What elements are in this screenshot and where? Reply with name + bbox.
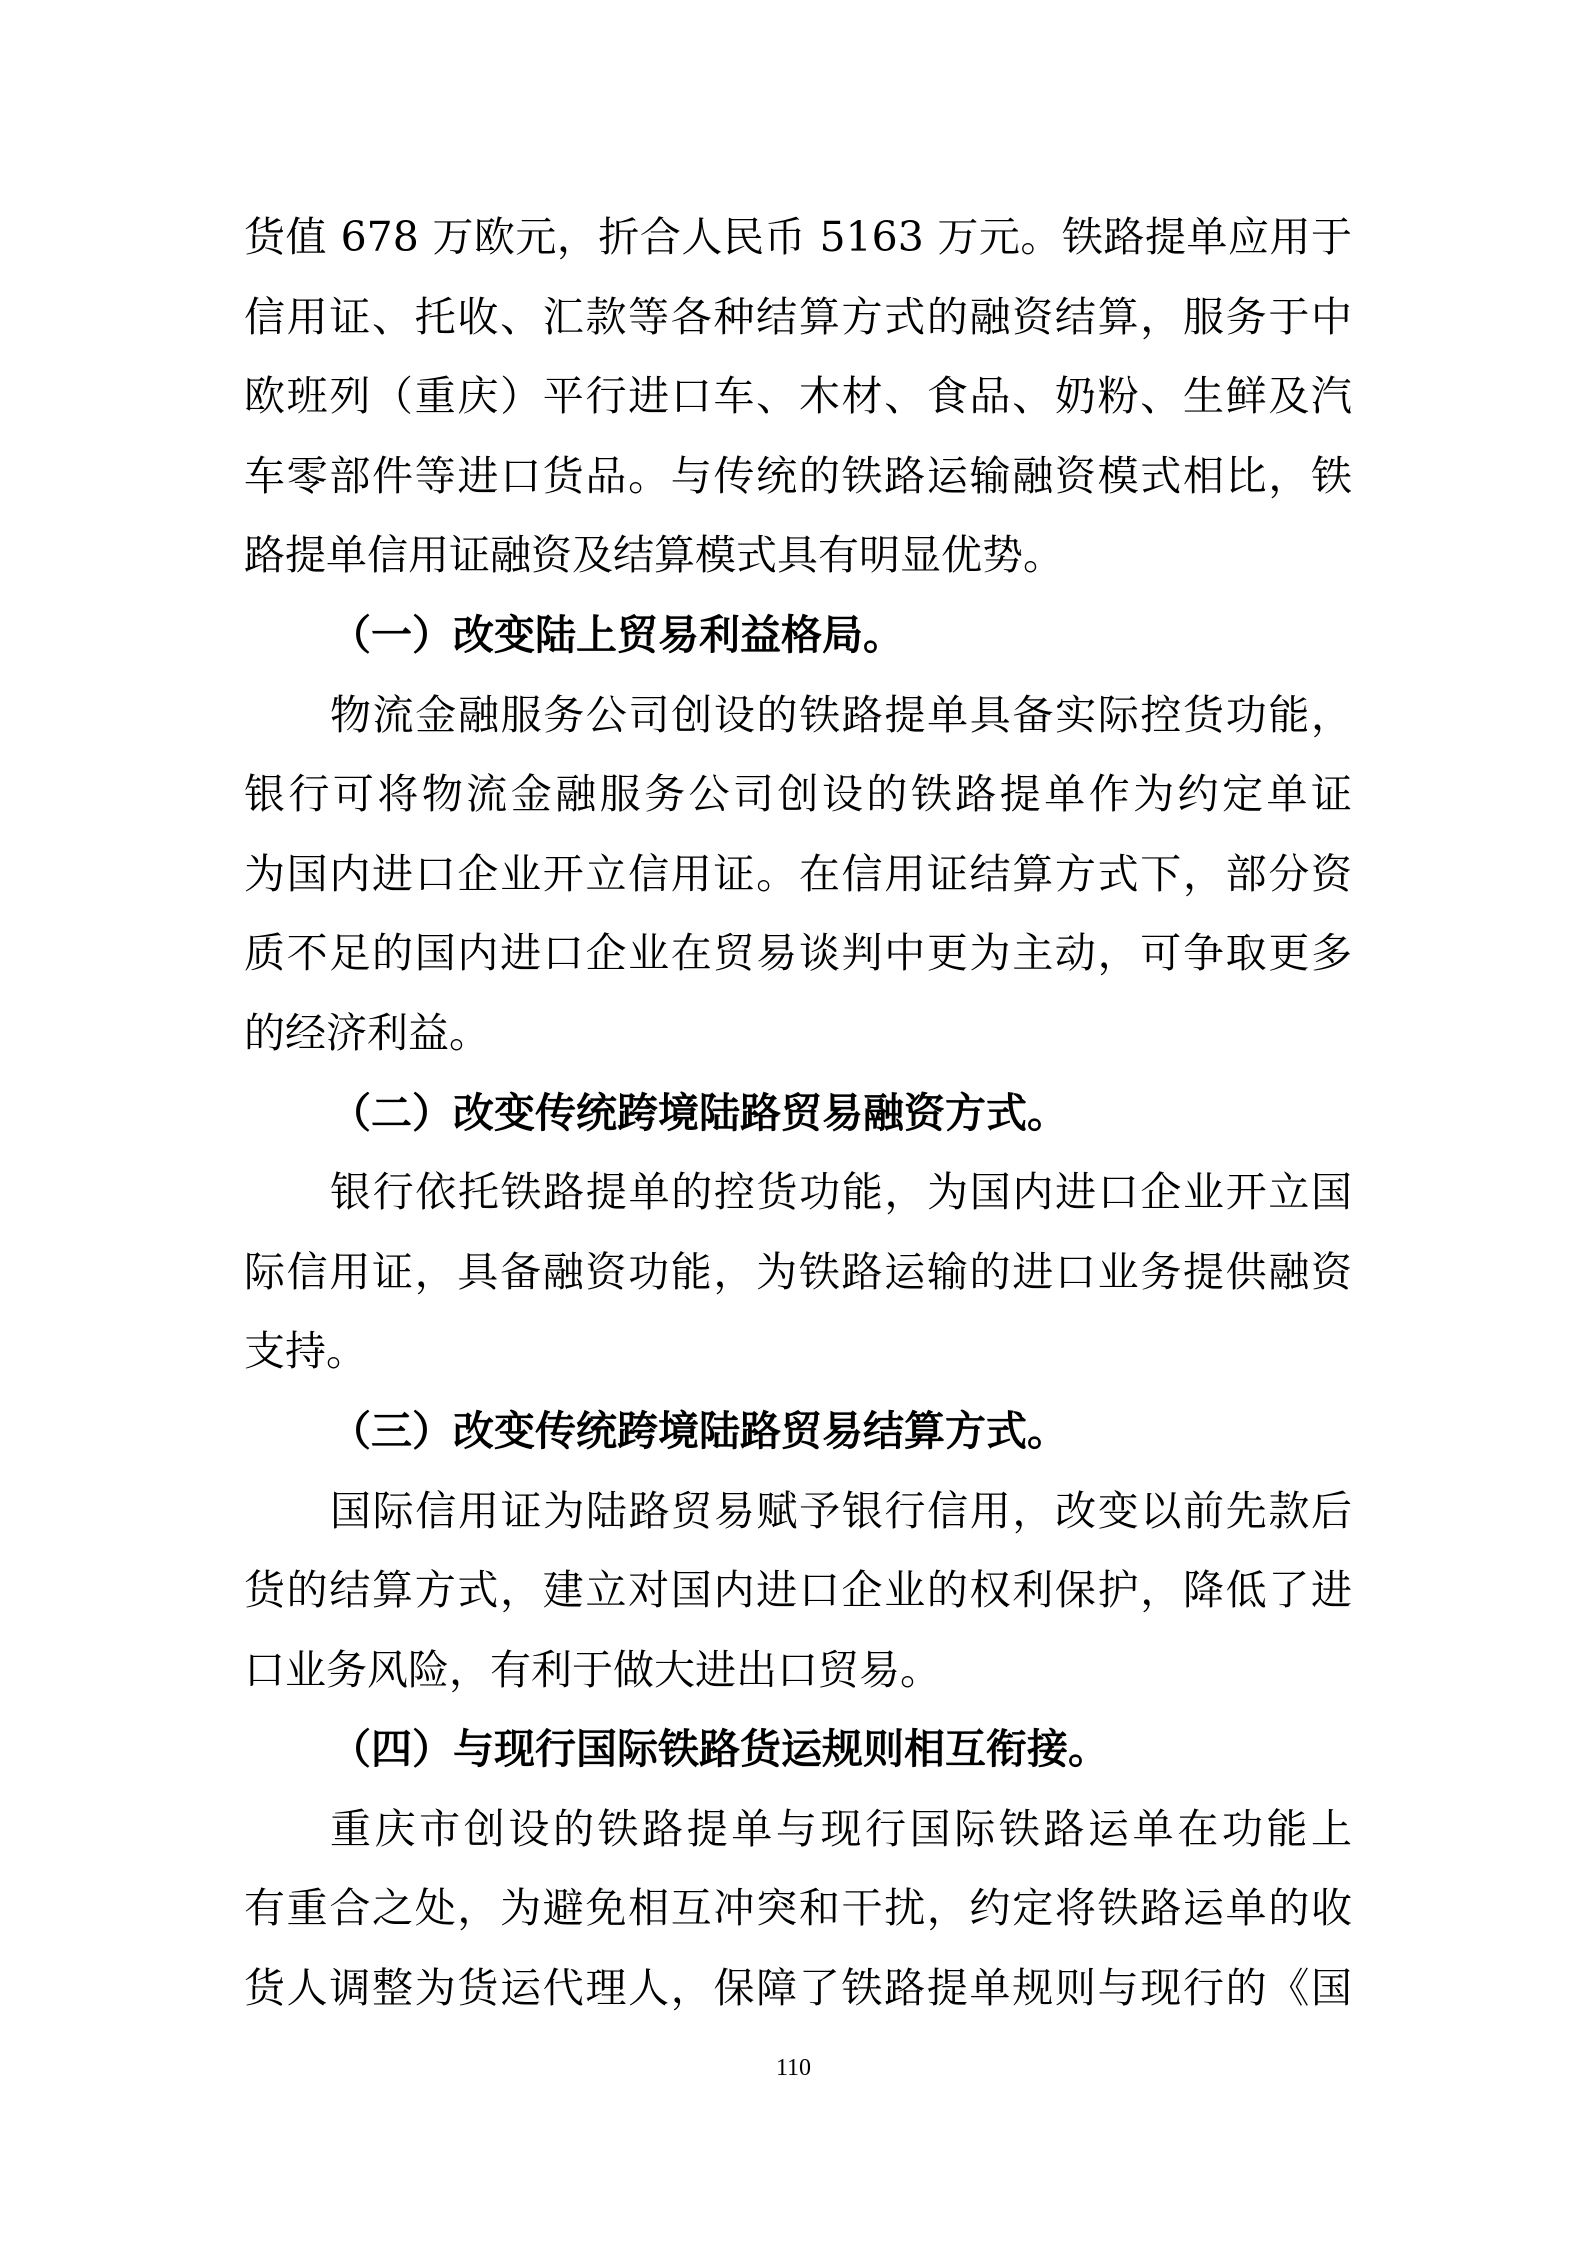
section-heading-2: （二）改变传统跨境陆路贸易融资方式。 (330, 1088, 1068, 1137)
text-line: 为国内进口企业开立信用证。在信用证结算方式下，部分资 (244, 849, 1352, 898)
body-text (244, 198, 1352, 2029)
text-line: 车零部件等进口货品。与传统的铁路运输融资模式相比，铁 (244, 451, 1352, 500)
text-line: 欧班列（重庆）平行进口车、木材、食品、奶粉、生鲜及汽 (244, 372, 1352, 421)
text-line: 重庆市创设的铁路提单与现行国际铁路运单在功能上 (330, 1804, 1352, 1853)
text-line: 口业务风险，有利于做大进出口贸易。 (244, 1645, 941, 1694)
section-heading-1: （一）改变陆上贸易利益格局。 (330, 610, 904, 659)
text-line: 银行可将物流金融服务公司创设的铁路提单作为约定单证 (244, 770, 1352, 819)
text-line: 支持。 (244, 1327, 367, 1376)
text-line: 货人调整为货运代理人，保障了铁路提单规则与现行的《国 (244, 1964, 1352, 2013)
section-heading-3: （三）改变传统跨境陆路贸易结算方式。 (330, 1406, 1068, 1455)
section-heading-4: （四）与现行国际铁路货运规则相互衔接。 (330, 1725, 1109, 1774)
text-line: 的经济利益。 (244, 1008, 490, 1057)
page-number: 110 (775, 2055, 812, 2081)
text-line: 物流金融服务公司创设的铁路提单具备实际控货功能， (330, 690, 1352, 739)
text-line: 质不足的国内进口企业在贸易谈判中更为主动，可争取更多 (244, 929, 1352, 978)
text-line: 国际信用证为陆路贸易赋予银行信用，改变以前先款后 (330, 1486, 1352, 1535)
text-line: 货的结算方式，建立对国内进口企业的权利保护，降低了进 (244, 1566, 1352, 1615)
text-line: 际信用证，具备融资功能，为铁路运输的进口业务提供融资 (244, 1247, 1352, 1296)
text-line: 信用证、托收、汇款等各种结算方式的融资结算，服务于中 (244, 292, 1352, 341)
text-line: 货值 678 万欧元，折合人民币 5163 万元。铁路提单应用于 (244, 213, 1352, 261)
text-line: 有重合之处，为避免相互冲突和干扰，约定将铁路运单的收 (244, 1884, 1352, 1933)
text-line: 路提单信用证融资及结算模式具有明显优势。 (244, 531, 1064, 580)
text-line: 银行依托铁路提单的控货功能，为国内进口企业开立国 (330, 1168, 1352, 1217)
